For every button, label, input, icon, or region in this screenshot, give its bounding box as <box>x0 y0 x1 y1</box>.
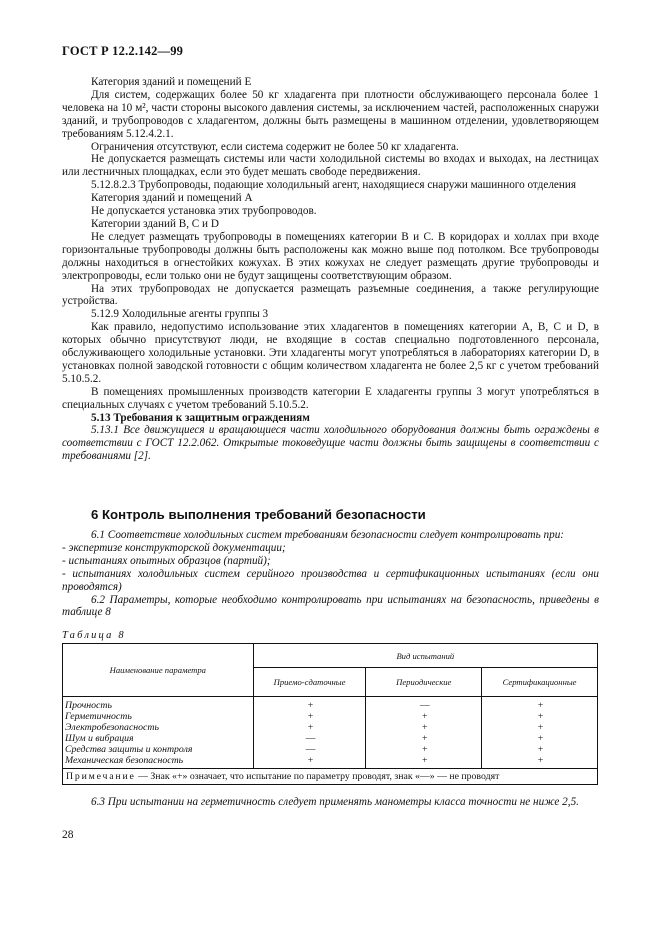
group-header: Вид испытаний <box>253 644 597 668</box>
note-text: — Знак «+» означает, что испытание по параметру проводят, знак «—» — не проводят <box>135 771 500 782</box>
body-text <box>62 76 599 463</box>
paragraph: 5.12.9 Холодильные агенты группы 3 <box>91 308 269 321</box>
row-label: Шум и вибрация <box>63 733 254 744</box>
table-row <box>63 711 598 722</box>
table-cell: + <box>482 711 598 722</box>
table-cell: + <box>366 711 482 722</box>
paragraph: Категория зданий и помещений Е <box>91 76 252 88</box>
table-cell: + <box>253 722 366 733</box>
paragraph: Для систем, содержащих более 50 кг хладагента при плотности обслуживающего персонала более 1 человека на 10 м², части стороны высокого давления системы, за исключением частей, расположенных снаружи зданий, и трубопроводов с хладагентом, должны быть размещены в машинном отделении, удовлетворяющем требованиям 5.12.4.2.1. <box>62 88 599 140</box>
table-caption: Таблица 8 <box>62 630 126 641</box>
paragraph: Категории зданий В, С и D <box>91 217 219 230</box>
paragraph: 5.12.8.2.3 Трубопроводы, подающие холодильный агент, находящиеся снаружи машинного отделения <box>91 179 577 192</box>
table-cell: + <box>482 722 598 733</box>
paragraph: 6.1 Соответствие холодильных систем требованиям безопасности следует контролировать при: <box>91 529 565 541</box>
row-label: Герметичность <box>63 711 254 722</box>
table-cell: — <box>253 744 366 755</box>
paragraph: В помещениях промышленных производств категории Е хладагенты группы 3 могут употребляться в специальных случаях с учетом требований 5.10.5.2. <box>62 385 599 411</box>
table-row <box>63 733 598 744</box>
table-row <box>63 697 598 712</box>
paragraph: На этих трубопроводах не допускается размещать разъемные соединения, а также регулирующие устройства. <box>62 282 599 308</box>
column-header: Приемо-сдаточные <box>253 668 366 697</box>
section-title: 6 Контроль выполнения требований безопасности <box>91 507 426 522</box>
table-cell: + <box>253 711 366 722</box>
table-cell: + <box>366 733 482 744</box>
list-item: - испытаниях опытных образцов (партий); <box>62 554 271 567</box>
list-item: - испытаниях холодильных систем серийного производства и сертификационных испытаниях (если они проводятся) <box>62 567 599 593</box>
table-cell: + <box>366 755 482 769</box>
paragraph: Не допускается размещать системы или части холодильной системы во входах и выходах, на лестницах или лестничных площадках, если это будет мешать свободе передвижения. <box>62 153 599 179</box>
table-cell: + <box>482 744 598 755</box>
table-cell: + <box>253 755 366 769</box>
list-item: - экспертизе конструкторской документации; <box>62 541 286 554</box>
page-number: 28 <box>62 829 74 841</box>
table-note-cell <box>63 769 598 785</box>
table-cell: + <box>366 722 482 733</box>
table-cell: — <box>366 697 482 712</box>
column-header: Периодические <box>366 668 482 697</box>
column-header: Сертификационные <box>482 668 598 697</box>
paragraph: Как правило, недопустимо использование этих хладагентов в помещениях категории А, В, С и D, в которых обычно присутствуют люди, не входящие в состав специально подготовленного персонала, обслуживающего холодильные установки. Эти хладагенты могут употребляться в лабораториях категории D, в установках полной заводской готовности с общим количеством хладагента не более 2,5 кг с учетом требований 5.10.5.2. <box>62 321 599 385</box>
table-cell: + <box>253 697 366 712</box>
row-label: Механическая безопасность <box>63 755 254 769</box>
paragraph: Не следует размещать трубопроводы в помещениях категории В и С. В коридорах и холлах при входе горизонтальные трубопроводы должны быть расположены как можно выше под потолком. Все трубопроводы должны находиться в огнестойких кожухах. В этих кожухах не следует размещать другие трубопроводы и электропроводы, если только они не будут защищены соответствующим образом. <box>62 230 599 282</box>
paragraph: Ограничения отсутствуют, если система содержит не более 50 кг хладагента. <box>91 140 459 153</box>
paragraph-6-3: 6.3 При испытании на герметичность следует применять манометры класса точности не ниже 2,5. <box>91 796 579 808</box>
table-cell: + <box>366 744 482 755</box>
table-cell: + <box>482 697 598 712</box>
paragraph: 5.13.1 Все движущиеся и вращающиеся части холодильного оборудования должны быть ограждены в соответствии с ГОСТ 12.2.062. Открытые токоведущие части должны быть защищены в соответствии с требованиями [2]. <box>62 424 599 463</box>
table-note <box>63 769 598 785</box>
table-row <box>63 722 598 733</box>
table-cell: + <box>482 733 598 744</box>
paragraph: Не допускается установка этих трубопроводов. <box>91 205 317 218</box>
table-cell: + <box>482 755 598 769</box>
paragraph: 6.2 Параметры, которые необходимо контролировать при испытаниях на безопасность, приведены в таблице 8 <box>62 593 599 619</box>
document-header: ГОСТ Р 12.2.142—99 <box>62 44 184 58</box>
section-6-text <box>62 529 599 619</box>
table-row <box>63 755 598 769</box>
paragraph: Категория зданий и помещений А <box>91 192 253 205</box>
param-header: Наименование параметра <box>63 644 254 697</box>
row-label: Средства защиты и контроля <box>63 744 254 755</box>
table-8 <box>62 643 598 785</box>
note-label: Примечание <box>66 771 136 782</box>
row-label: Прочность <box>63 697 254 712</box>
table-row <box>63 744 598 755</box>
section-heading: 5.13 Требования к защитным ограждениям <box>91 411 310 424</box>
row-label: Электробезопасность <box>63 722 254 733</box>
table-cell: — <box>253 733 366 744</box>
